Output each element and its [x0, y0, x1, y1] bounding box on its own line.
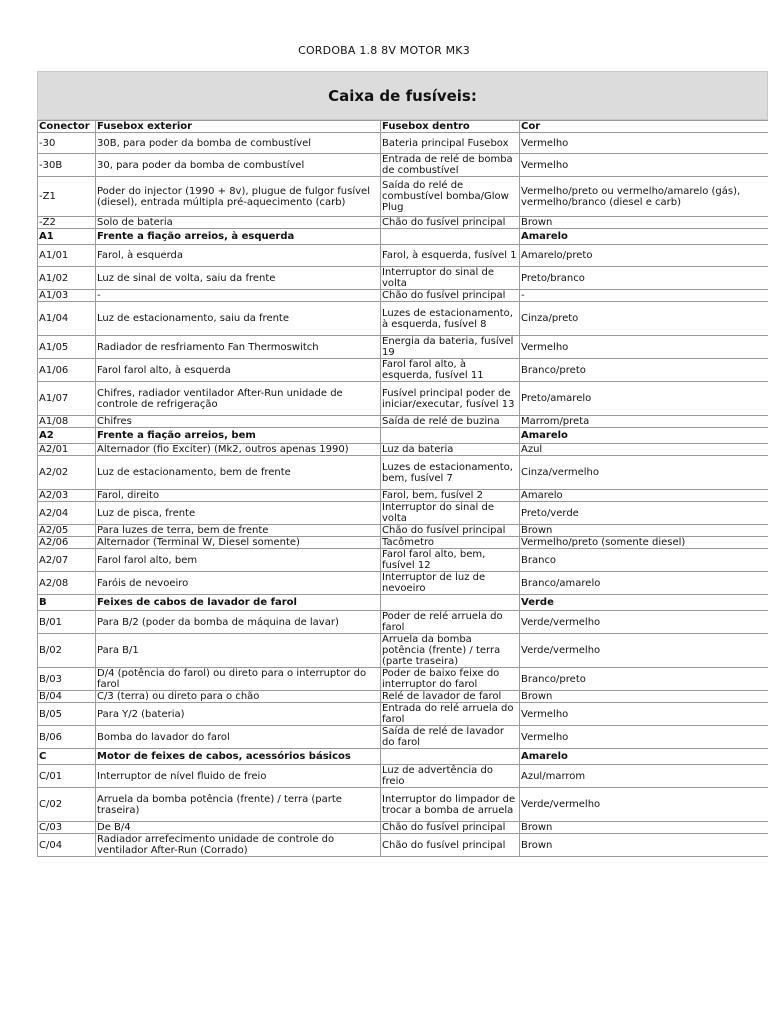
cell-fusebox-dentro: Saída do relé de combustível bomba/Glow Plug — [381, 177, 520, 217]
cell-cor: Verde/vermelho — [520, 634, 768, 668]
cell-conector: A2/04 — [38, 502, 96, 525]
cell-fusebox-exterior: Para luzes de terra, bem de frente — [96, 525, 381, 537]
cell-fusebox-exterior: Radiador de resfriamento Fan Thermoswitch — [96, 336, 381, 359]
cell-fusebox-dentro: Entrada de relé de bomba de combustível — [381, 154, 520, 177]
cell-conector: A2/02 — [38, 456, 96, 490]
table-row — [38, 456, 768, 490]
cell-cor: Amarelo — [520, 428, 768, 444]
cell-conector: A2/06 — [38, 537, 96, 549]
table-row — [38, 502, 768, 525]
cell-cor: Vermelho — [520, 726, 768, 749]
table-group-row — [38, 595, 768, 611]
cell-fusebox-exterior: Poder do injector (1990 + 8v), plugue de fulgor fusível (diesel), entrada múltipla pré-aquecimento (carb) — [96, 177, 381, 217]
cell-fusebox-dentro: Energia da bateria, fusível 19 — [381, 336, 520, 359]
header-cor: Cor — [520, 121, 768, 133]
cell-conector: B — [38, 595, 96, 611]
cell-conector: A2 — [38, 428, 96, 444]
table-row — [38, 359, 768, 382]
cell-fusebox-exterior: Para B/1 — [96, 634, 381, 668]
cell-fusebox-dentro: Chão do fusível principal — [381, 217, 520, 229]
cell-fusebox-dentro: Relé de lavador de farol — [381, 691, 520, 703]
cell-fusebox-exterior: Farol farol alto, à esquerda — [96, 359, 381, 382]
cell-fusebox-dentro: Farol, bem, fusível 2 — [381, 490, 520, 502]
cell-conector: B/05 — [38, 703, 96, 726]
cell-conector: A1/02 — [38, 267, 96, 290]
table-row — [38, 691, 768, 703]
cell-cor: Preto/amarelo — [520, 382, 768, 416]
cell-fusebox-dentro: Poder de baixo feixe do interruptor do farol — [381, 668, 520, 691]
cell-cor: Azul — [520, 444, 768, 456]
table-row — [38, 634, 768, 668]
cell-cor: Preto/branco — [520, 267, 768, 290]
cell-cor: Verde/vermelho — [520, 611, 768, 634]
cell-fusebox-exterior: Luz de estacionamento, bem de frente — [96, 456, 381, 490]
table-group-row — [38, 229, 768, 245]
cell-cor: Preto/verde — [520, 502, 768, 525]
cell-fusebox-dentro: Luzes de estacionamento, à esquerda, fusível 8 — [381, 302, 520, 336]
cell-fusebox-exterior: Radiador arrefecimento unidade de controle do ventilador After-Run (Corrado) — [96, 834, 381, 857]
table-row — [38, 336, 768, 359]
cell-cor: Brown — [520, 834, 768, 857]
cell-cor: Brown — [520, 217, 768, 229]
cell-fusebox-exterior: C/3 (terra) ou direto para o chão — [96, 691, 381, 703]
document-title: CORDOBA 1.8 8V MOTOR MK3 — [298, 44, 470, 57]
table-row — [38, 572, 768, 595]
table-row — [38, 177, 768, 217]
cell-conector: B/03 — [38, 668, 96, 691]
cell-cor: Amarelo — [520, 490, 768, 502]
cell-fusebox-exterior: Solo de bateria — [96, 217, 381, 229]
cell-fusebox-exterior: Chifres — [96, 416, 381, 428]
fuse-table-container — [37, 71, 768, 857]
table-row — [38, 382, 768, 416]
cell-cor: Verde/vermelho — [520, 788, 768, 822]
table-row — [38, 703, 768, 726]
cell-fusebox-dentro: Farol farol alto, à esquerda, fusível 11 — [381, 359, 520, 382]
cell-conector: -Z2 — [38, 217, 96, 229]
cell-conector: C — [38, 749, 96, 765]
table-title: Caixa de fusíveis: — [37, 71, 768, 120]
cell-conector: C/03 — [38, 822, 96, 834]
cell-fusebox-dentro: Arruela da bomba potência (frente) / terra (parte traseira) — [381, 634, 520, 668]
cell-fusebox-dentro: Tacômetro — [381, 537, 520, 549]
cell-fusebox-dentro: Luz da bateria — [381, 444, 520, 456]
table-row — [38, 444, 768, 456]
cell-fusebox-exterior: Alternador (fio Exciter) (Mk2, outros apenas 1990) — [96, 444, 381, 456]
cell-conector: B/04 — [38, 691, 96, 703]
cell-conector: B/06 — [38, 726, 96, 749]
cell-fusebox-dentro: Interruptor do limpador de trocar a bomba de arruela — [381, 788, 520, 822]
cell-cor: Branco/preto — [520, 359, 768, 382]
cell-conector: A1/08 — [38, 416, 96, 428]
cell-conector: B/01 — [38, 611, 96, 634]
cell-cor: Verde — [520, 595, 768, 611]
cell-fusebox-exterior: Farol farol alto, bem — [96, 549, 381, 572]
cell-fusebox-dentro: Poder de relé arruela do farol — [381, 611, 520, 634]
table-row — [38, 668, 768, 691]
cell-fusebox-exterior: Luz de sinal de volta, saiu da frente — [96, 267, 381, 290]
cell-fusebox-dentro: Fusível principal poder de iniciar/executar, fusível 13 — [381, 382, 520, 416]
cell-cor: Brown — [520, 822, 768, 834]
table-row — [38, 217, 768, 229]
cell-cor: Vermelho/preto ou vermelho/amarelo (gás), vermelho/branco (diesel e carb) — [520, 177, 768, 217]
cell-conector: A1/07 — [38, 382, 96, 416]
cell-conector: B/02 — [38, 634, 96, 668]
fuse-table — [37, 120, 768, 857]
header-fusebox-exterior: Fusebox exterior — [96, 121, 381, 133]
table-row — [38, 267, 768, 290]
cell-conector: A2/01 — [38, 444, 96, 456]
cell-conector: A1 — [38, 229, 96, 245]
cell-fusebox-dentro: Interruptor de luz de nevoeiro — [381, 572, 520, 595]
cell-fusebox-exterior: Arruela da bomba potência (frente) / terra (parte traseira) — [96, 788, 381, 822]
cell-conector: A2/03 — [38, 490, 96, 502]
cell-fusebox-dentro: Luzes de estacionamento, bem, fusível 7 — [381, 456, 520, 490]
cell-conector: A1/04 — [38, 302, 96, 336]
cell-cor: Amarelo — [520, 749, 768, 765]
table-row — [38, 290, 768, 302]
cell-fusebox-exterior: Para Y/2 (bateria) — [96, 703, 381, 726]
cell-fusebox-exterior: Chifres, radiador ventilador After-Run unidade de controle de refrigeração — [96, 382, 381, 416]
table-row — [38, 822, 768, 834]
cell-fusebox-exterior: Faróis de nevoeiro — [96, 572, 381, 595]
header-conector: Conector — [38, 121, 96, 133]
cell-fusebox-exterior: Luz de estacionamento, saiu da frente — [96, 302, 381, 336]
cell-fusebox-dentro — [381, 428, 520, 444]
table-row — [38, 788, 768, 822]
cell-fusebox-exterior: Para B/2 (poder da bomba de máquina de lavar) — [96, 611, 381, 634]
cell-cor: Vermelho — [520, 703, 768, 726]
cell-cor: Branco — [520, 549, 768, 572]
cell-fusebox-exterior: 30, para poder da bomba de combustível — [96, 154, 381, 177]
cell-fusebox-exterior: Interruptor de nível fluido de freio — [96, 765, 381, 788]
cell-fusebox-dentro: Chão do fusível principal — [381, 822, 520, 834]
cell-conector: A2/08 — [38, 572, 96, 595]
cell-fusebox-dentro: Farol, à esquerda, fusível 1 — [381, 245, 520, 267]
cell-fusebox-dentro — [381, 749, 520, 765]
cell-conector: -Z1 — [38, 177, 96, 217]
cell-cor: Branco/preto — [520, 668, 768, 691]
cell-conector: A2/05 — [38, 525, 96, 537]
cell-fusebox-dentro: Chão do fusível principal — [381, 290, 520, 302]
cell-fusebox-exterior: Luz de pisca, frente — [96, 502, 381, 525]
cell-cor: Cinza/preto — [520, 302, 768, 336]
cell-fusebox-dentro — [381, 595, 520, 611]
cell-fusebox-dentro: Interruptor do sinal de volta — [381, 267, 520, 290]
cell-fusebox-dentro — [381, 229, 520, 245]
cell-fusebox-exterior: D/4 (potência do farol) ou direto para o interruptor do farol — [96, 668, 381, 691]
cell-conector: C/01 — [38, 765, 96, 788]
cell-conector: A2/07 — [38, 549, 96, 572]
table-row — [38, 611, 768, 634]
cell-conector: C/04 — [38, 834, 96, 857]
cell-fusebox-dentro: Luz de advertência do freio — [381, 765, 520, 788]
cell-conector: A1/01 — [38, 245, 96, 267]
cell-conector: A1/06 — [38, 359, 96, 382]
cell-fusebox-dentro: Saída de relé de lavador do farol — [381, 726, 520, 749]
cell-fusebox-exterior: Feixes de cabos de lavador de farol — [96, 595, 381, 611]
cell-cor: Vermelho — [520, 336, 768, 359]
header-fusebox-dentro: Fusebox dentro — [381, 121, 520, 133]
cell-fusebox-dentro: Bateria principal Fusebox — [381, 133, 520, 154]
cell-cor: Vermelho — [520, 154, 768, 177]
table-group-row — [38, 749, 768, 765]
table-row — [38, 154, 768, 177]
cell-cor: Amarelo/preto — [520, 245, 768, 267]
cell-conector: C/02 — [38, 788, 96, 822]
table-row — [38, 537, 768, 549]
cell-fusebox-exterior: Frente a fiação arreios, bem — [96, 428, 381, 444]
table-row — [38, 302, 768, 336]
cell-conector: -30B — [38, 154, 96, 177]
cell-cor: Azul/marrom — [520, 765, 768, 788]
cell-fusebox-exterior: - — [96, 290, 381, 302]
cell-cor: Vermelho/preto (somente diesel) — [520, 537, 768, 549]
cell-fusebox-exterior: Farol, à esquerda — [96, 245, 381, 267]
cell-cor: Marrom/preta — [520, 416, 768, 428]
table-group-row — [38, 428, 768, 444]
cell-cor: Branco/amarelo — [520, 572, 768, 595]
table-row — [38, 525, 768, 537]
cell-cor: Brown — [520, 691, 768, 703]
table-row — [38, 834, 768, 857]
cell-fusebox-exterior: Motor de feixes de cabos, acessórios básicos — [96, 749, 381, 765]
cell-fusebox-exterior: 30B, para poder da bomba de combustível — [96, 133, 381, 154]
table-row — [38, 133, 768, 154]
cell-fusebox-exterior: Alternador (Terminal W, Diesel somente) — [96, 537, 381, 549]
cell-fusebox-exterior: Bomba do lavador do farol — [96, 726, 381, 749]
cell-fusebox-dentro: Chão do fusível principal — [381, 525, 520, 537]
cell-fusebox-dentro: Chão do fusível principal — [381, 834, 520, 857]
table-row — [38, 726, 768, 749]
cell-cor: Brown — [520, 525, 768, 537]
table-row — [38, 490, 768, 502]
cell-fusebox-dentro: Farol farol alto, bem, fusível 12 — [381, 549, 520, 572]
cell-cor: Amarelo — [520, 229, 768, 245]
cell-fusebox-dentro: Entrada do relé arruela do farol — [381, 703, 520, 726]
cell-fusebox-dentro: Saída de relé de buzina — [381, 416, 520, 428]
cell-cor: Cinza/vermelho — [520, 456, 768, 490]
cell-cor: - — [520, 290, 768, 302]
table-row — [38, 416, 768, 428]
cell-conector: A1/03 — [38, 290, 96, 302]
cell-cor: Vermelho — [520, 133, 768, 154]
table-header-row — [38, 121, 768, 133]
cell-fusebox-exterior: Frente a fiação arreios, à esquerda — [96, 229, 381, 245]
table-row — [38, 549, 768, 572]
cell-conector: -30 — [38, 133, 96, 154]
cell-conector: A1/05 — [38, 336, 96, 359]
cell-fusebox-exterior: De B/4 — [96, 822, 381, 834]
table-row — [38, 765, 768, 788]
table-row — [38, 245, 768, 267]
cell-fusebox-exterior: Farol, direito — [96, 490, 381, 502]
cell-fusebox-dentro: Interruptor do sinal de volta — [381, 502, 520, 525]
